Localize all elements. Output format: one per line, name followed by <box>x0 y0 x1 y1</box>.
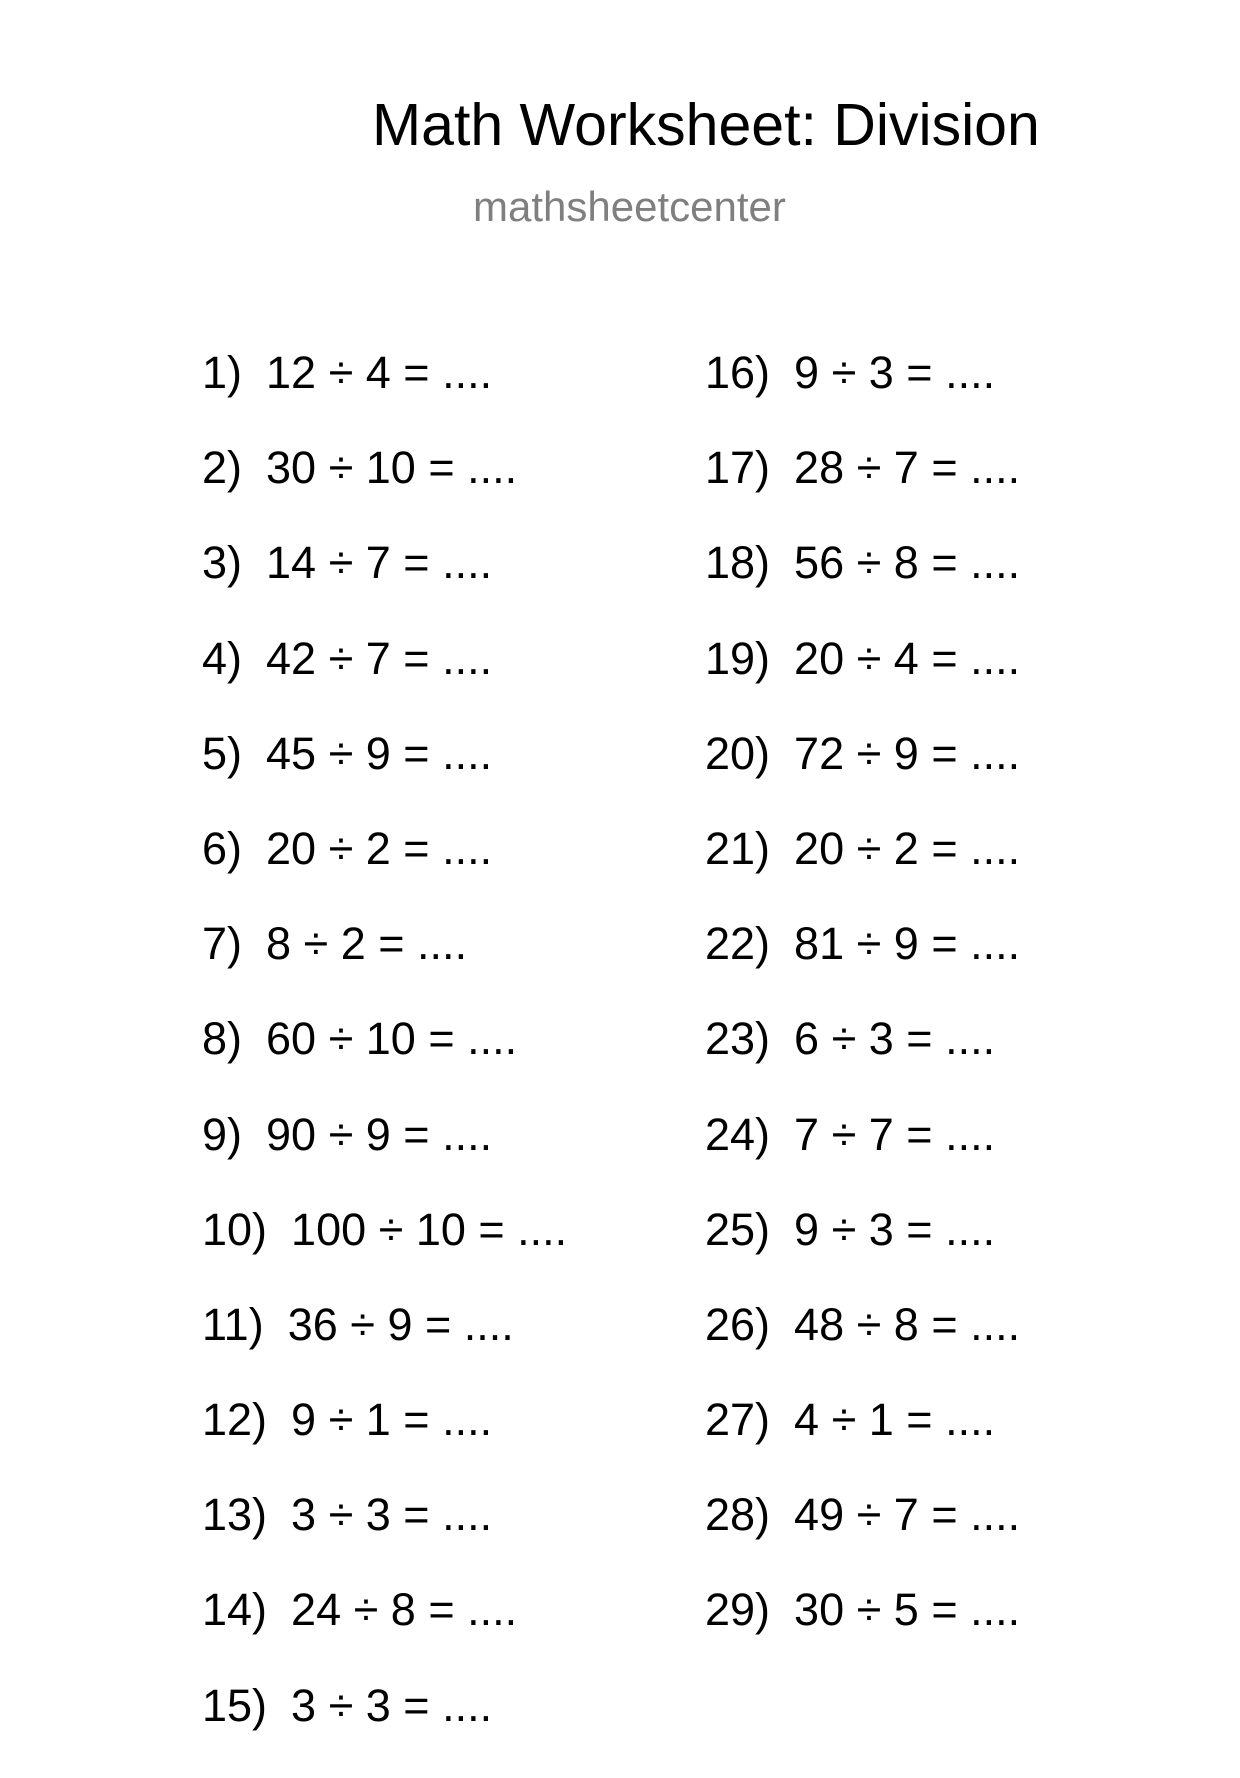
problem-expression: 6 ÷ 3 = .... <box>794 1013 996 1065</box>
problem-expression: 9 ÷ 3 = .... <box>794 347 996 398</box>
problem-number: 3) <box>202 537 243 589</box>
problem-item <box>202 537 567 635</box>
problem-item <box>705 727 1021 826</box>
problem-expression: 60 ÷ 10 = .... <box>266 1013 518 1065</box>
problem-number: 5) <box>202 727 243 779</box>
problem-number: 24) <box>705 1108 771 1160</box>
problem-item <box>705 1298 1021 1397</box>
problem-item <box>202 1013 567 1111</box>
problem-expression: 7 ÷ 7 = .... <box>794 1108 996 1160</box>
problem-number: 25) <box>705 1203 771 1255</box>
problem-number: 29) <box>705 1584 771 1636</box>
problem-expression: 20 ÷ 2 = .... <box>794 822 1021 874</box>
problem-number: 19) <box>705 632 771 684</box>
problem-number: 28) <box>705 1489 771 1541</box>
problem-item <box>705 918 1021 1016</box>
problem-number: 18) <box>705 537 771 589</box>
problem-item <box>202 1679 567 1778</box>
problem-expression: 24 ÷ 8 = .... <box>291 1584 518 1636</box>
problem-expression: 3 ÷ 3 = .... <box>291 1489 493 1541</box>
problem-number: 8) <box>202 1013 243 1065</box>
problem-item <box>202 1489 567 1587</box>
problem-expression: 90 ÷ 9 = .... <box>266 1108 493 1160</box>
problem-number: 2) <box>202 442 243 494</box>
problem-item <box>705 537 1021 635</box>
problem-item <box>202 347 567 445</box>
problem-item <box>202 918 567 1016</box>
problem-number: 21) <box>705 822 771 874</box>
problem-number: 9) <box>202 1108 243 1160</box>
problem-number: 15) <box>202 1679 268 1731</box>
problem-number: 13) <box>202 1489 268 1541</box>
problem-item <box>705 442 1021 540</box>
problem-expression: 8 ÷ 2 = .... <box>266 918 468 970</box>
problem-expression: 12 ÷ 4 = .... <box>266 347 493 398</box>
problem-expression: 48 ÷ 8 = .... <box>794 1298 1021 1350</box>
problem-number: 20) <box>705 727 771 779</box>
problem-number: 6) <box>202 822 243 874</box>
problem-item <box>705 1013 1020 1111</box>
problem-number: 7) <box>202 918 243 970</box>
problem-expression: 14 ÷ 7 = .... <box>266 537 493 589</box>
problem-expression: 30 ÷ 10 = .... <box>266 442 518 494</box>
problem-item <box>202 1203 568 1302</box>
problem-number: 17) <box>705 442 771 494</box>
problem-item <box>705 632 1021 731</box>
problem-expression: 20 ÷ 2 = .... <box>266 822 493 874</box>
problem-number: 16) <box>705 347 771 398</box>
problem-item <box>202 1394 567 1492</box>
problem-expression: 81 ÷ 9 = .... <box>794 918 1021 970</box>
problem-item <box>705 1584 1021 1682</box>
problem-expression: 56 ÷ 8 = .... <box>794 537 1021 589</box>
problem-item <box>202 822 567 921</box>
problem-number: 12) <box>202 1394 268 1446</box>
problem-column-right <box>705 347 1021 1683</box>
problem-number: 23) <box>705 1013 771 1065</box>
problem-expression: 72 ÷ 9 = .... <box>794 727 1021 779</box>
problem-number: 4) <box>202 632 243 684</box>
problem-item <box>705 1394 1020 1492</box>
problem-item <box>705 822 1021 921</box>
problem-expression: 42 ÷ 7 = .... <box>266 632 493 684</box>
problem-number: 27) <box>705 1394 771 1446</box>
problem-item <box>705 1203 1020 1302</box>
problem-column-left <box>202 347 568 1778</box>
problem-item <box>202 442 567 540</box>
problem-item <box>705 347 1020 445</box>
problem-number: 26) <box>705 1298 771 1350</box>
worksheet-subtitle: mathsheetcenter <box>473 183 786 230</box>
problem-number: 1) <box>202 347 243 398</box>
problem-expression: 20 ÷ 4 = .... <box>794 632 1021 684</box>
problem-item <box>202 1584 567 1682</box>
problem-number: 14) <box>202 1584 268 1636</box>
problem-expression: 100 ÷ 10 = .... <box>291 1203 568 1255</box>
problem-number: 11) <box>202 1298 264 1350</box>
problem-item <box>202 1298 567 1397</box>
problem-expression: 36 ÷ 9 = .... <box>287 1298 514 1350</box>
problem-expression: 4 ÷ 1 = .... <box>794 1394 996 1446</box>
problem-item <box>202 727 567 826</box>
problem-number: 22) <box>705 918 771 970</box>
problem-item <box>202 1108 567 1207</box>
problem-expression: 3 ÷ 3 = .... <box>291 1679 493 1731</box>
worksheet-title: Math Worksheet: Division <box>372 92 1040 158</box>
problem-expression: 49 ÷ 7 = .... <box>794 1489 1021 1541</box>
problem-expression: 9 ÷ 3 = .... <box>794 1203 996 1255</box>
problem-expression: 30 ÷ 5 = .... <box>794 1584 1021 1636</box>
problem-item <box>705 1489 1021 1587</box>
problem-expression: 45 ÷ 9 = .... <box>266 727 493 779</box>
problem-expression: 9 ÷ 1 = .... <box>291 1394 493 1446</box>
problem-expression: 28 ÷ 7 = .... <box>794 442 1021 494</box>
problem-item <box>705 1108 1020 1207</box>
problem-number: 10) <box>202 1203 268 1255</box>
problem-item <box>202 632 567 731</box>
